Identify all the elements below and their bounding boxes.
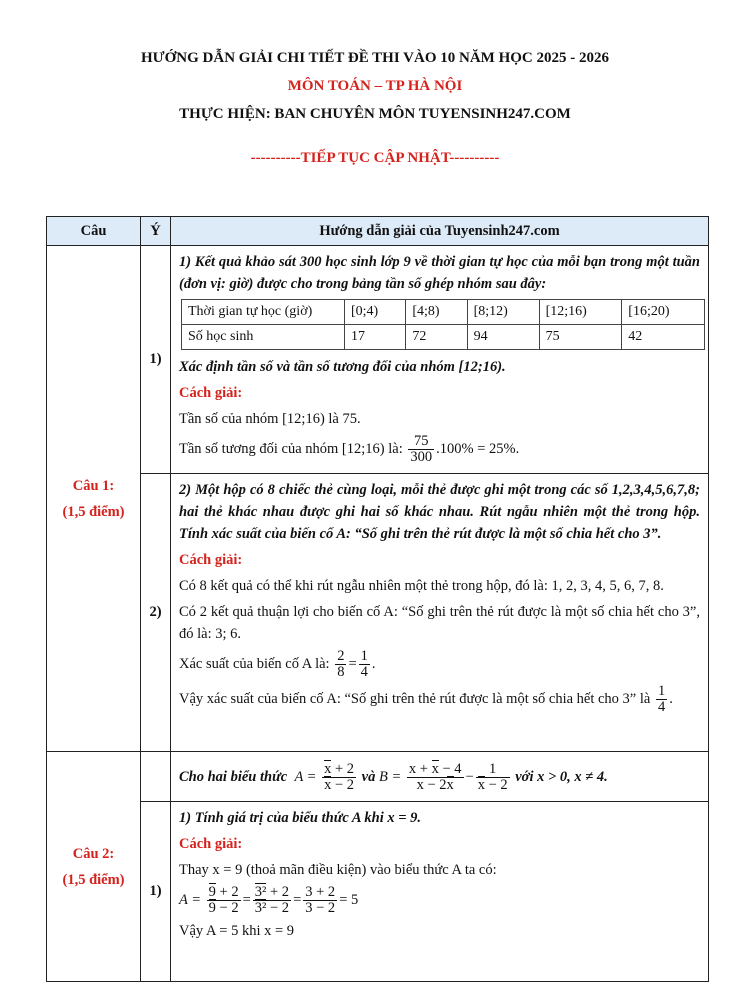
q2-part1-method: Cách giải: (179, 836, 243, 852)
q2-points: (1,5 điểm) (62, 871, 125, 888)
q1-part1-row (47, 246, 709, 474)
fraction-denominator: 3 − 2 (305, 900, 336, 916)
fraction-numerator: 3 + 2 (305, 884, 336, 900)
q1-part1-question: Xác định tần số và tần số tương đối của nhóm [12;16). (179, 359, 506, 375)
fraction (335, 649, 346, 680)
fraction-numerator: 75 (408, 434, 434, 450)
fraction-numerator: x + x − 4 (408, 760, 462, 777)
table-cell: Số học sinh (182, 325, 345, 350)
column-header-y: Ý (141, 217, 171, 246)
q1-points: (1,5 điểm) (62, 503, 125, 520)
fraction-denominator: x − 2x (416, 776, 454, 793)
subject-title: MÔN TOÁN – TP HÀ NỘI (287, 78, 463, 94)
fraction-numerator: 9 + 2 (208, 884, 239, 900)
fraction (408, 434, 434, 465)
q1-part2-number: 2) (141, 474, 171, 752)
q1-part1-content (171, 246, 709, 474)
q1-part2-line3: Xác suất của biến cố A là: $\frac{2}{8}$ = $\frac{1}{4}$ . (179, 648, 376, 680)
table-cell: Thời gian tự học (giờ) (182, 300, 345, 325)
q2-part1-line1: Thay x = 9 (thoả mãn điều kiện) vào biểu thức A ta có: (179, 862, 497, 878)
table-cell: 72 (406, 325, 467, 350)
q2-given-condition: với x > 0, x ≠ 4. (515, 768, 608, 785)
fraction-numerator: 3² + 2 (254, 884, 290, 900)
fraction (207, 885, 241, 916)
q2-part1-number: 1) (141, 802, 171, 982)
q1-part2-content (171, 474, 709, 752)
table-row (182, 325, 705, 350)
q2-given-row (47, 752, 709, 802)
fraction-numerator: x + 2 (324, 760, 355, 777)
fraction (476, 762, 510, 793)
q2-label-cell (47, 752, 141, 982)
fraction-denominator: 3² − 2 (254, 900, 290, 916)
fraction-denominator: 4 (657, 699, 666, 715)
table-cell: 94 (467, 325, 539, 350)
q2-part1-result: Vậy A = 5 khi x = 9 (179, 923, 295, 939)
document-title: HƯỚNG DẪN GIẢI CHI TIẾT ĐỀ THI VÀO 10 NĂM HỌC 2025 - 2026 (141, 50, 609, 66)
table-row (182, 300, 705, 325)
fraction (407, 762, 464, 793)
q1-part2-row (47, 474, 709, 752)
fraction-denominator: x − 2 (477, 776, 508, 793)
q1-part2-line1: Có 8 kết quả có thể khi rút ngẫu nhiên một thẻ trong hộp, đó là: 1, 2, 3, 4, 5, 6, 7, 8. (179, 578, 664, 594)
fraction-numerator: 1 (360, 648, 368, 664)
q1-part2-line2: Có 2 kết quả thuận lợi cho biến cố A: “Số ghi trên thẻ rút được là một số chia hết cho 3”, đó là: 3; 6. (179, 604, 700, 642)
fraction-denominator: 4 (360, 664, 368, 680)
q2-given-prefix: Cho hai biểu thức (179, 768, 288, 785)
q1-part1-line2-tail: .100% = 25%. (436, 440, 520, 457)
column-header-solution: Hướng dẫn giải của Tuyensinh247.com (171, 217, 709, 246)
q1-part2-method: Cách giải: (179, 552, 243, 568)
q1-part2-line4-text: Vậy xác suất của biến cố A: “Số ghi trên thẻ rút được là một số chia hết cho 3” là (179, 690, 651, 707)
q1-part2-prompt: 2) Một hộp có 8 chiếc thẻ cùng loại, mỗi thẻ được ghi một trong các số 1,2,3,4,5,6,7,8; hai thẻ khác nhau được ghi hai số khác nhau. Rút ngẫu nhiên một thẻ trong hộp. Tính xác suất của biến cố A: “Số ghi trên thẻ rút được là một số chia hết cho 3”. (179, 482, 700, 542)
q1-part1-line2 (179, 434, 700, 465)
q1-part2-line4: Vậy xác suất của biến cố A: “Số ghi trên thẻ rút được là một số chia hết cho 3” là $\frac{1}{4}$ . (179, 683, 673, 715)
fraction-numerator: 2 (337, 648, 345, 664)
q1-part2-line3-text: Xác suất của biến cố A là: (179, 655, 330, 672)
fraction-denominator: x − 2 (324, 776, 355, 793)
q2-given-and: và (361, 768, 376, 785)
fraction (656, 684, 667, 715)
fraction-denominator: 300 (410, 449, 433, 465)
q1-part1-number: 1) (141, 246, 171, 474)
q1-part1-prompt: 1) Kết quả khảo sát 300 học sinh lớp 9 về thời gian tự học của mỗi bạn trong một tuần (đơn vị: giờ) được cho trong bảng tần số ghép nhóm sau đây: (179, 254, 700, 292)
table-cell: [16;20) (622, 300, 705, 325)
table-header-row (47, 217, 709, 246)
table-cell: [8;12) (467, 300, 539, 325)
q1-label-cell (47, 246, 141, 752)
q1-part1-line2-text: Tần số tương đối của nhóm [12;16) là: (179, 440, 403, 457)
q2-part1-calculation: A = $\frac{9 + 2}{9 - 2}$ = $\frac{\text{3² + 2}}{\text{3² − 2}}$ = $\frac{3 + 2}{3 - 2}$ = 5 (179, 884, 359, 916)
fraction-denominator: 8 (337, 664, 345, 680)
author-line: THỰC HIỆN: BAN CHUYÊN MÔN TUYENSINH247.COM (179, 106, 571, 122)
q1-part1-line1: Tần số của nhóm [12;16) là 75. (179, 411, 361, 427)
q1-label: Câu 1: (72, 477, 115, 494)
fraction (322, 762, 356, 793)
q2-given-empty-cell (141, 752, 171, 802)
q2-label: Câu 2: (72, 845, 115, 862)
q2-part1-prompt: 1) Tính giá trị của biểu thức A khi x = 9. (179, 810, 422, 826)
table-cell: 42 (622, 325, 705, 350)
q2-part1-row (47, 802, 709, 982)
table-cell: [4;8) (406, 300, 467, 325)
q2-given-content: Cho hai biểu thức A = $\frac{x + 2}{x - 2}$ và B = $\frac{x + x - 4}{x - 2x}$ − $\frac{1}{x - 2}$ với x > 0, x ≠ 4. (171, 752, 709, 802)
math-expression: A = (290, 768, 317, 785)
fraction-numerator: 1 (476, 762, 510, 778)
math-expression: B = (378, 768, 402, 785)
table-cell: 75 (539, 325, 622, 350)
fraction-numerator: 1 (657, 683, 666, 699)
fraction (359, 649, 370, 680)
table-cell: 17 (345, 325, 406, 350)
solution-table (46, 216, 709, 982)
update-notice: ----------TIẾP TỤC CẬP NHẬT---------- (250, 150, 500, 166)
q2-part1-content (171, 802, 709, 982)
frequency-table (181, 299, 705, 350)
table-cell: [0;4) (345, 300, 406, 325)
q1-part1-method: Cách giải: (179, 385, 243, 401)
fraction-denominator: 9 − 2 (208, 900, 239, 916)
table-cell: [12;16) (539, 300, 622, 325)
column-header-cau: Câu (47, 217, 141, 246)
fraction (303, 885, 337, 916)
fraction (253, 885, 291, 916)
document-header (0, 44, 750, 167)
